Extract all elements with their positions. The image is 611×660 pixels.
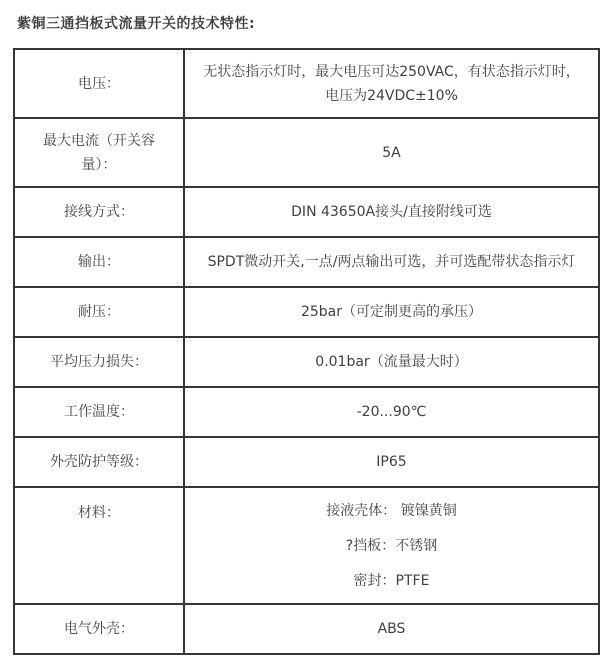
spec-label: 平均压力损失： bbox=[14, 337, 184, 387]
table-row-ip-rating bbox=[14, 437, 599, 487]
material-line-housing: 接液壳体： 镀镍黄铜 bbox=[326, 502, 457, 519]
table-row-pressure-loss bbox=[14, 337, 599, 387]
spec-label: 电气外壳： bbox=[14, 604, 184, 654]
spec-label: 工作温度： bbox=[14, 387, 184, 437]
spec-value: 无状态指示灯时，最大电压可达250VAC，有状态指示灯时，电压为24VDC±10% bbox=[184, 49, 599, 118]
spec-value: ABS bbox=[184, 604, 599, 654]
table-row-max-current bbox=[14, 118, 599, 187]
spec-label: 材料： bbox=[14, 487, 184, 604]
spec-value: IP65 bbox=[184, 437, 599, 487]
table-row-voltage bbox=[14, 49, 599, 118]
spec-label: 电压： bbox=[14, 49, 184, 118]
table-row-electrical-housing bbox=[14, 604, 599, 654]
spec-value: 25bar（可定制更高的承压） bbox=[184, 287, 599, 337]
spec-value: 0.01bar（流量最大时） bbox=[184, 337, 599, 387]
table-row-output bbox=[14, 237, 599, 287]
spec-label: 输出： bbox=[14, 237, 184, 287]
spec-value: 5A bbox=[184, 118, 599, 187]
material-line-seal: 密封：PTFE bbox=[353, 572, 430, 589]
spec-table bbox=[13, 48, 600, 655]
spec-label: 耐压： bbox=[14, 287, 184, 337]
table-row-materials bbox=[14, 487, 599, 604]
spec-label: 外壳防护等级： bbox=[14, 437, 184, 487]
spec-value: -20...90℃ bbox=[184, 387, 599, 437]
spec-value: DIN 43650A接头/直接附线可选 bbox=[184, 187, 599, 237]
spec-value-materials bbox=[184, 487, 599, 604]
spec-label: 最大电流（开关容量）： bbox=[14, 118, 184, 187]
table-row-pressure-rating bbox=[14, 287, 599, 337]
table-row-wiring bbox=[14, 187, 599, 237]
table-row-temperature bbox=[14, 387, 599, 437]
material-line-paddle: ?挡板：不锈钢 bbox=[345, 537, 438, 554]
spec-label: 接线方式： bbox=[14, 187, 184, 237]
spec-value: SPDT微动开关,一点/两点输出可选，并可选配带状态指示灯 bbox=[184, 237, 599, 287]
page-title: 紫铜三通挡板式流量开关的技术特性: bbox=[17, 16, 256, 32]
